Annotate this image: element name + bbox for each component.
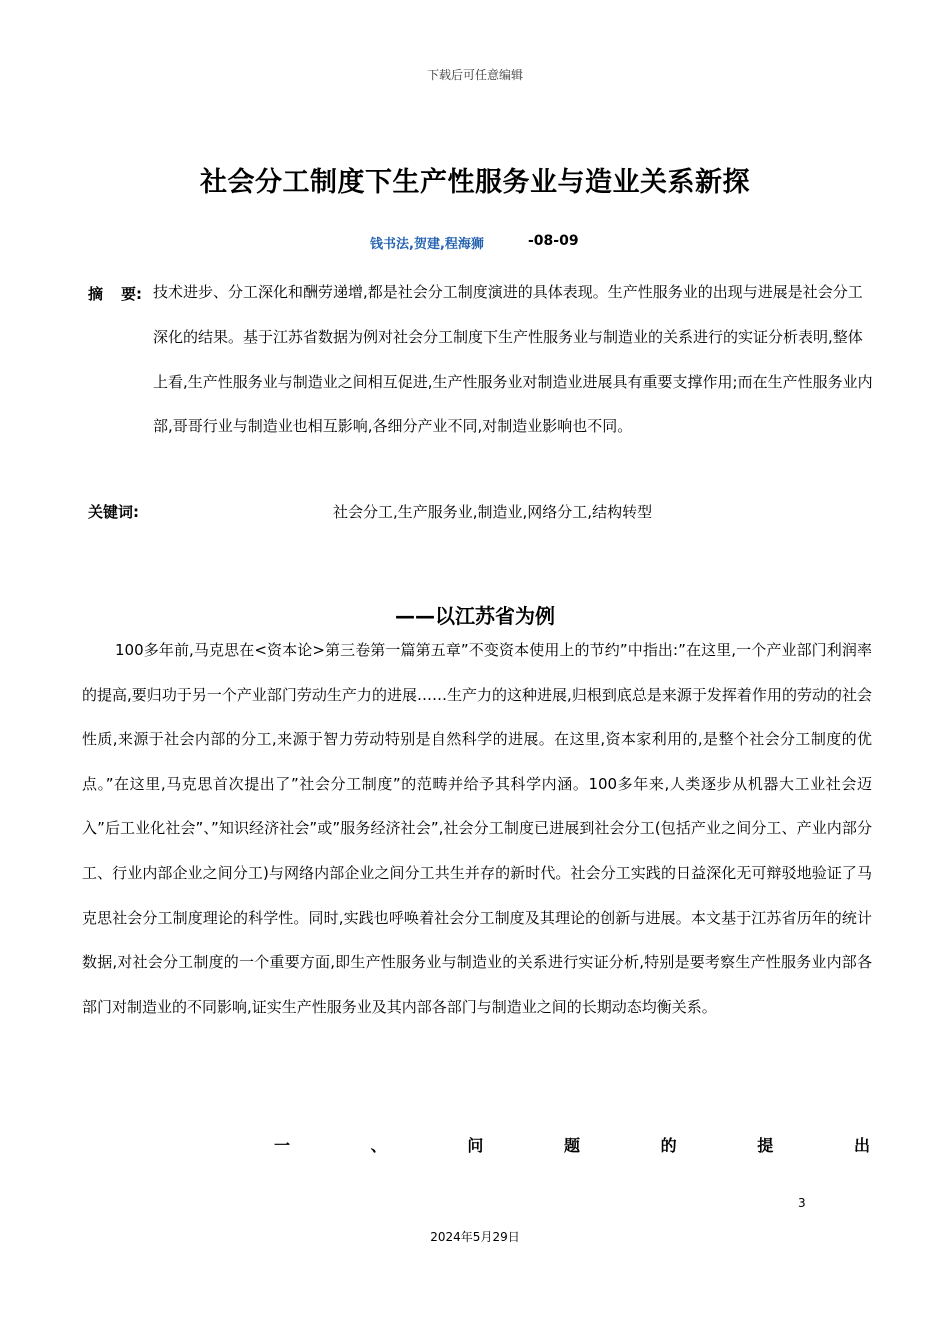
section-heading-char: 问 bbox=[467, 1136, 484, 1155]
section-heading bbox=[274, 1133, 870, 1156]
abstract-label bbox=[88, 283, 142, 304]
abstract-label-char-1: 摘 bbox=[88, 285, 104, 303]
footer-date: 2024年5月29日 bbox=[430, 1230, 520, 1244]
abstract-text: 技术进步、分工深化和酬劳递增,都是社会分工制度演进的具体表现。生产性服务业的出现与进展是社会分工深化的结果。基于江苏省数据为例对社会分工制度下生产性服务业与制造业的关系进行的实证分析表明,整体上看,生产性服务业与制造业之间相互促进,生产性服务业对制造业进展具有重要支撑作用;而在生产性服务业内部,哥哥行业与制造业也相互影响,各细分产业不同,对制造业影响也不同。 bbox=[153, 283, 873, 436]
subtitle: ——以江苏省为例 bbox=[395, 604, 555, 628]
document-title: 社会分工制度下生产性服务业与造业关系新探 bbox=[200, 167, 750, 198]
body-paragraph-text: 100多年前,马克思在<资本论>第三卷第一篇第五章”不变资本使用上的节约”中指出:”在这里,一个产业部门利润率的提高,要归功于另一个产业部门劳动生产力的进展……生产力的这种进展,归根到底总是来源于发挥着作用的劳动的社会性质,来源于社会内部的分工,来源于智力劳动特别是自然科学的进展。在这里,资本家利用的,是整个社会分工制度的优点。”在这里,马克思首次提出了”社会分工制度”的范畴并给予其科学内涵。100多年来,人类逐步从机器大工业社会迈入”后工业化社会”、”知识经济社会”或”服务经济社会”,社会分工制度已进展到社会分工(包括产业之间分工、产业内部分工、行业内部企业之间分工)与网络内部企业之间分工共生并存的新时代。社会分工实践的日益深化无可辩驳地验证了马克思社会分工制度理论的科学性。同时,实践也呼唤着社会分工制度及其理论的创新与进展。本文基于江苏省历年的统计数据,对社会分工制度的一个重要方面,即生产性服务业与制造业的关系进行实证分析,特别是要考察生产性服务业内部各部门对制造业的不同影响,证实生产性服务业及其内部各部门与制造业之间的长期动态均衡关系。 bbox=[82, 641, 872, 1016]
section-heading-char: 一 bbox=[274, 1136, 291, 1155]
page-number: 3 bbox=[798, 1196, 806, 1210]
publish-date: -08-09 bbox=[528, 233, 579, 249]
abstract-label-char-2: 要: bbox=[121, 285, 143, 303]
section-heading-char: 提 bbox=[757, 1136, 774, 1155]
section-heading-char: 出 bbox=[853, 1136, 870, 1155]
section-heading-char: 题 bbox=[563, 1136, 580, 1155]
keywords-label: 关键词: bbox=[88, 503, 139, 521]
authors: 钱书法,贺建,程海狮 bbox=[370, 237, 484, 252]
section-heading-char: 、 bbox=[370, 1136, 387, 1155]
body-paragraph bbox=[82, 628, 872, 1029]
section-heading-char: 的 bbox=[660, 1136, 677, 1155]
header-note: 下载后可任意编辑 bbox=[426, 68, 523, 82]
keywords-value: 社会分工,生产服务业,制造业,网络分工,结构转型 bbox=[333, 503, 653, 521]
